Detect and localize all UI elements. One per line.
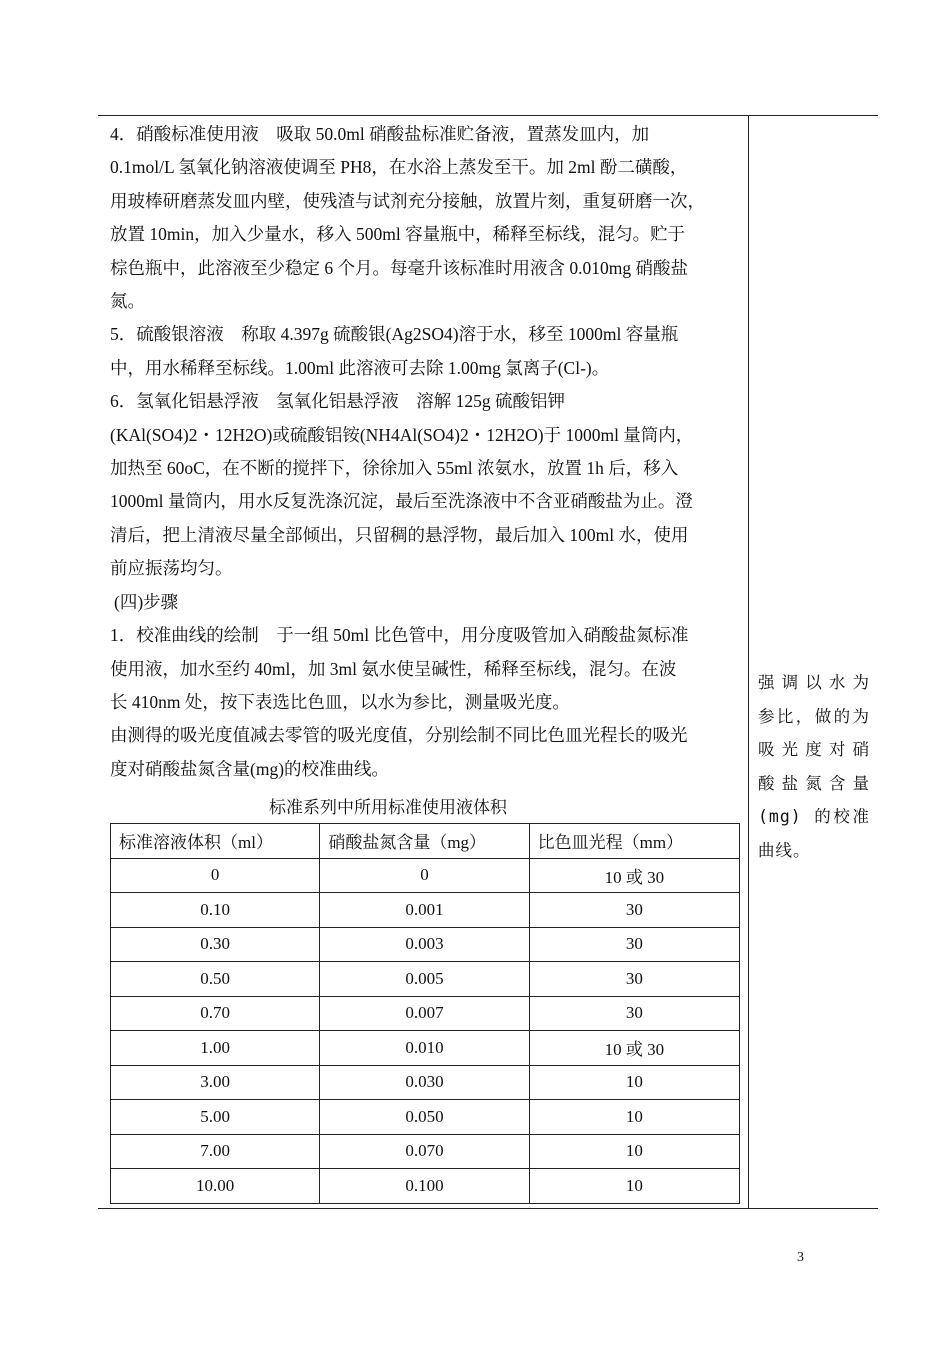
table-cell: 0 [320,858,529,893]
table-cell: 0.070 [320,1134,529,1169]
table-row [111,893,740,928]
section-heading: (四)步骤 [114,591,179,612]
table-cell: 30 [529,893,739,928]
text-line: 由测得的吸光度值减去零管的吸光度值，分别绘制不同比色皿光程长的吸光 [110,725,688,746]
paragraph-4-nitrate-standard [110,118,742,318]
table-cell: 0.007 [320,996,529,1031]
table-cell: 30 [529,996,739,1031]
header-nitrate-content: 硝酸盐氮含量（mg） [320,824,529,859]
table-cell: 0.001 [320,893,529,928]
text-line: 长 410nm 处，按下表选比色皿，以水为参比，测量吸光度。 [110,691,570,712]
table-cell: 1.00 [111,1031,320,1066]
table-row [111,927,740,962]
header-cuvette-path: 比色皿光程（mm） [529,824,739,859]
text-line: 用玻棒研磨蒸发皿内壁，使残渣与试剂充分接触，放置片刻，重复研磨一次， [110,190,705,211]
standard-series-table [110,823,740,1204]
text-line: 4．硝酸标准使用液 吸取 50.0ml 硝酸盐标准贮备液，置蒸发皿内，加 [110,124,650,144]
table-cell: 0 [111,858,320,893]
text-line: 1000ml 量筒内，用水反复洗涤沉淀，最后至洗涤液中不含亚硝酸盐为止。澄 [110,491,693,512]
table-header-row [111,824,740,859]
table-cell: 30 [529,962,739,997]
text-line: 加热至 60oC，在不断的搅拌下，徐徐加入 55ml 浓氨水，放置 1h 后，移入 [110,458,679,479]
side-note-line: 吸光度对硝 [758,740,870,760]
side-note [758,666,870,868]
text-line: 度对硝酸盐氮含量(mg)的校准曲线。 [110,758,390,779]
text-line: 中，用水稀释至标线。1.00ml 此溶液可去除 1.00mg 氯离子(Cl-)。 [110,357,610,378]
table-cell: 5.00 [111,1100,320,1135]
table-cell: 3.00 [111,1065,320,1100]
table-cell: 10 或 30 [529,858,739,893]
table-row [111,962,740,997]
table-title: 标准系列中所用标准使用液体积 [269,798,507,817]
text-line: 5．硫酸银溶液 称取 4.397g 硫酸银(Ag2SO4)溶于水，移至 1000ml 容量瓶 [110,324,679,345]
side-note-line: 参比，做的为 [758,706,870,726]
table-row [111,1100,740,1135]
text-line: 棕色瓶中，此溶液至少稳定 6 个月。每毫升该标准时用液含 0.010mg 硝酸盐 [110,257,688,278]
paragraph-calibration-curve [110,619,742,786]
paragraph-5-silver-sulfate [110,318,742,385]
side-note-line: 强调以水为 [758,673,870,692]
text-line: 1．校准曲线的绘制 于一组 50ml 比色管中，用分度吸管加入硝酸盐氮标准 [110,625,689,646]
side-note-line: 酸盐氮含量 [758,773,870,793]
table-row [111,1065,740,1100]
table-cell: 0.50 [111,962,320,997]
table-cell: 0.010 [320,1031,529,1066]
table-cell: 0.100 [320,1169,529,1204]
paragraph-6-aluminum-hydroxide [110,385,742,585]
table-row [111,858,740,893]
table-cell: 10 [529,1134,739,1169]
section-heading-steps [110,586,742,619]
table-cell: 0.050 [320,1100,529,1135]
page-number: 3 [797,1250,804,1265]
text-line: (KAl(SO4)2・12H2O)或硫酸铝铵(NH4Al(SO4)2・12H2O)于 1000ml 量筒内， [110,424,694,445]
table-cell: 10.00 [111,1169,320,1204]
table-row [111,996,740,1031]
table-cell: 0.30 [111,927,320,962]
table-cell: 0.030 [320,1065,529,1100]
table-cell: 0.003 [320,927,529,962]
table-row [111,1169,740,1204]
text-line: 氮。 [110,291,145,312]
side-note-line: 曲线。 [758,840,811,860]
table-cell: 0.005 [320,962,529,997]
text-line: 使用液，加水至约 40ml，加 3ml 氨水使呈碱性，稀释至标线，混匀。在波 [110,658,677,679]
text-line: 6．氢氧化铝悬浮液 氢氧化铝悬浮液 溶解 125g 硫酸铝钾 [110,391,565,412]
text-line: 放置 10min，加入少量水，移入 500ml 容量瓶中，稀释至标线，混匀。贮于 [110,224,686,245]
table-row [111,1031,740,1066]
table-cell: 10 [529,1100,739,1135]
text-line: 前应振荡均匀。 [110,558,233,579]
text-line: 清后，把上清液尽量全部倾出，只留稠的悬浮物，最后加入 100ml 水，使用 [110,524,689,545]
table-cell: 30 [529,927,739,962]
table-cell: 10 [529,1065,739,1100]
table-cell: 0.10 [111,893,320,928]
column-divider [748,115,749,1209]
text-line: 0.1mol/L 氢氧化钠溶液使调至 PH8，在水浴上蒸发至干。加 2ml 酚二磺酸， [110,157,688,178]
table-row [111,1134,740,1169]
main-content [110,118,742,786]
side-note-line: (mg) 的校准 [758,807,870,827]
header-volume: 标准溶液体积（ml） [111,824,320,859]
table-cell: 7.00 [111,1134,320,1169]
table-cell: 10 [529,1169,739,1204]
table-cell: 10 或 30 [529,1031,739,1066]
table-cell: 0.70 [111,996,320,1031]
